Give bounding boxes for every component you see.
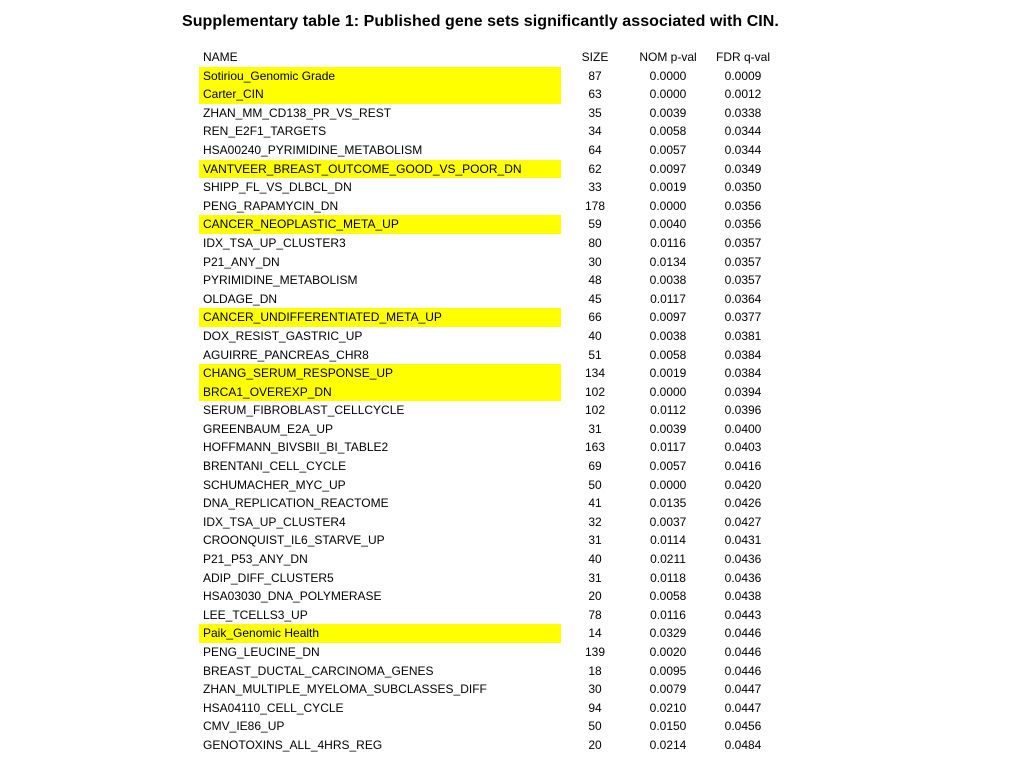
fdr-qval: 0.0446: [724, 663, 762, 678]
gene-set-name: PYRIMIDINE_METABOLISM: [203, 273, 358, 288]
gene-set-size: 63: [588, 87, 602, 102]
gene-set-name: CMV_IE86_UP: [203, 719, 285, 734]
fdr-qval: 0.0456: [724, 719, 762, 734]
gene-set-name: HSA03030_DNA_POLYMERASE: [203, 589, 382, 604]
fdr-qval: 0.0384: [724, 347, 762, 362]
table-row: [199, 699, 799, 718]
header-size: SIZE: [581, 50, 609, 64]
gene-set-size: 41: [588, 496, 602, 511]
gene-set-size: 78: [588, 607, 602, 622]
header-name: NAME: [203, 50, 238, 64]
gene-set-name: GREENBAUM_E2A_UP: [203, 421, 334, 436]
table-row: [199, 736, 799, 755]
gene-set-name: P21_P53_ANY_DN: [203, 552, 308, 567]
fdr-qval: 0.0400: [724, 421, 762, 436]
gene-set-name: LEE_TCELLS3_UP: [203, 607, 308, 622]
table-row: [199, 271, 799, 290]
gene-set-name: GENOTOXINS_ALL_4HRS_REG: [203, 737, 383, 752]
nom-pval: 0.0058: [649, 124, 687, 139]
gene-set-size: 31: [588, 533, 602, 548]
gene-set-size: 32: [588, 514, 602, 529]
table-row: [199, 215, 799, 234]
gene-set-size: 87: [588, 68, 602, 83]
nom-pval: 0.0040: [649, 217, 687, 232]
table-row: [199, 606, 799, 625]
fdr-qval: 0.0381: [724, 328, 762, 343]
gene-set-name: BRENTANI_CELL_CYCLE: [203, 459, 347, 474]
gene-set-size: 62: [588, 161, 602, 176]
table-row: [199, 531, 799, 550]
table-row: [199, 717, 799, 736]
fdr-qval: 0.0426: [724, 496, 762, 511]
gene-set-size: 66: [588, 310, 602, 325]
fdr-qval: 0.0484: [724, 737, 762, 752]
nom-pval: 0.0057: [649, 142, 687, 157]
nom-pval: 0.0134: [649, 254, 687, 269]
gene-set-name: Paik_Genomic Health: [199, 624, 561, 643]
gene-set-name: OLDAGE_DN: [203, 291, 278, 306]
nom-pval: 0.0150: [649, 719, 687, 734]
fdr-qval: 0.0009: [724, 68, 762, 83]
gene-set-name: ZHAN_MM_CD138_PR_VS_REST: [203, 105, 392, 120]
header-fdr-qval: FDR q-val: [715, 50, 770, 64]
gene-set-name: Sotiriou_Genomic Grade: [199, 67, 561, 86]
table-body: [199, 67, 799, 755]
table-row: [199, 308, 799, 327]
table-row: [199, 587, 799, 606]
nom-pval: 0.0114: [650, 533, 686, 548]
nom-pval: 0.0118: [650, 570, 686, 585]
fdr-qval: 0.0446: [724, 626, 762, 641]
fdr-qval: 0.0384: [724, 366, 762, 381]
nom-pval: 0.0135: [649, 496, 687, 511]
gene-set-size: 40: [588, 328, 602, 343]
table-row: [199, 550, 799, 569]
table-row: [199, 197, 799, 216]
nom-pval: 0.0019: [649, 366, 687, 381]
fdr-qval: 0.0446: [724, 645, 762, 659]
nom-pval: 0.0038: [649, 328, 687, 343]
gene-set-name: HSA00240_PYRIMIDINE_METABOLISM: [203, 142, 423, 157]
nom-pval: 0.0020: [649, 645, 687, 659]
header-nom-pval: NOM p-val: [639, 50, 697, 64]
gene-set-size: 178: [584, 198, 606, 213]
nom-pval: 0.0000: [649, 477, 687, 492]
table-row: [199, 457, 799, 476]
table-row: [199, 420, 799, 439]
table-row: [199, 680, 799, 699]
nom-pval: 0.0058: [649, 589, 687, 604]
nom-pval: 0.0058: [649, 347, 687, 362]
fdr-qval: 0.0356: [724, 217, 762, 232]
nom-pval: 0.0116: [650, 235, 686, 250]
gene-set-size: 30: [588, 682, 602, 697]
table-row: [199, 624, 799, 643]
table-row: [199, 383, 799, 402]
nom-pval: 0.0214: [649, 737, 687, 752]
nom-pval: 0.0117: [650, 440, 686, 455]
nom-pval: 0.0117: [650, 291, 686, 306]
fdr-qval: 0.0344: [724, 124, 762, 139]
table-row: [199, 253, 799, 272]
nom-pval: 0.0116: [650, 607, 686, 622]
gene-set-name: CANCER_UNDIFFERENTIATED_META_UP: [199, 308, 561, 327]
table-row: [199, 160, 799, 179]
fdr-qval: 0.0394: [724, 384, 762, 399]
gene-set-size: 134: [584, 366, 606, 381]
gene-set-size: 20: [588, 737, 602, 752]
gene-set-name: AGUIRRE_PANCREAS_CHR8: [203, 347, 369, 362]
fdr-qval: 0.0349: [724, 161, 762, 176]
nom-pval: 0.0095: [649, 663, 687, 678]
gene-set-size: 18: [588, 663, 602, 678]
table-row: [199, 234, 799, 253]
fdr-qval: 0.0012: [724, 87, 762, 102]
nom-pval: 0.0039: [649, 105, 687, 120]
table-header-row: [199, 48, 799, 67]
gene-set-name: P21_ANY_DN: [203, 254, 280, 269]
fdr-qval: 0.0436: [724, 552, 762, 567]
fdr-qval: 0.0396: [724, 403, 762, 418]
gene-set-size: 50: [588, 719, 602, 734]
gene-set-size: 33: [588, 180, 602, 195]
table-row: [199, 494, 799, 513]
table-row: [199, 67, 799, 86]
gene-set-name: BRCA1_OVEREXP_DN: [199, 383, 561, 402]
gene-set-name: HOFFMANN_BIVSBII_BI_TABLE2: [203, 440, 389, 455]
gene-set-size: 31: [588, 421, 602, 436]
fdr-qval: 0.0350: [724, 180, 762, 195]
table-row: [199, 85, 799, 104]
gene-set-size: 80: [588, 235, 602, 250]
nom-pval: 0.0019: [649, 180, 687, 195]
table-row: [199, 643, 799, 662]
gene-set-size: 35: [588, 105, 602, 120]
table-row: [199, 346, 799, 365]
fdr-qval: 0.0356: [724, 198, 762, 213]
gene-set-name: SERUM_FIBROBLAST_CELLCYCLE: [203, 403, 405, 418]
gene-set-size: 139: [584, 645, 606, 659]
gene-set-size: 50: [588, 477, 602, 492]
fdr-qval: 0.0364: [724, 291, 762, 306]
fdr-qval: 0.0447: [724, 700, 762, 715]
nom-pval: 0.0097: [649, 161, 687, 176]
gene-set-name: IDX_TSA_UP_CLUSTER3: [203, 235, 346, 250]
gene-set-size: 102: [584, 384, 606, 399]
gene-set-size: 59: [588, 217, 602, 232]
table-title: Supplementary table 1: Published gene sets significantly associated with CIN.: [182, 13, 779, 30]
table-row: [199, 290, 799, 309]
table-row: [199, 104, 799, 123]
table-row: [199, 141, 799, 160]
gene-set-size: 51: [588, 347, 602, 362]
gene-set-name: DNA_REPLICATION_REACTOME: [203, 496, 389, 511]
table-row: [199, 364, 799, 383]
gene-set-name: ZHAN_MULTIPLE_MYELOMA_SUBCLASSES_DIFF: [203, 682, 487, 697]
nom-pval: 0.0000: [649, 87, 687, 102]
fdr-qval: 0.0338: [724, 105, 762, 120]
gene-set-size: 20: [588, 589, 602, 604]
fdr-qval: 0.0357: [724, 254, 762, 269]
table-row: [199, 569, 799, 588]
nom-pval: 0.0211: [650, 552, 686, 567]
gene-set-size: 31: [588, 570, 602, 585]
gene-set-size: 64: [588, 142, 602, 157]
fdr-qval: 0.0377: [724, 310, 762, 325]
table-row: [199, 513, 799, 532]
gene-set-name: SCHUMACHER_MYC_UP: [203, 477, 346, 492]
gene-set-name: REN_E2F1_TARGETS: [203, 124, 327, 139]
gene-set-table: [199, 48, 799, 755]
fdr-qval: 0.0431: [724, 533, 762, 548]
gene-set-size: 102: [584, 403, 606, 418]
gene-set-size: 45: [588, 291, 602, 306]
gene-set-name: CROONQUIST_IL6_STARVE_UP: [203, 533, 385, 548]
fdr-qval: 0.0344: [724, 142, 762, 157]
gene-set-size: 163: [584, 440, 606, 455]
table-row: [199, 327, 799, 346]
table-row: [199, 178, 799, 197]
gene-set-size: 14: [588, 626, 602, 641]
fdr-qval: 0.0438: [724, 589, 762, 604]
fdr-qval: 0.0436: [724, 570, 762, 585]
table-row: [199, 476, 799, 495]
gene-set-name: ADIP_DIFF_CLUSTER5: [203, 570, 334, 585]
nom-pval: 0.0057: [649, 459, 687, 474]
fdr-qval: 0.0357: [724, 273, 762, 288]
gene-set-name: SHIPP_FL_VS_DLBCL_DN: [203, 180, 352, 195]
fdr-qval: 0.0420: [724, 477, 762, 492]
table-row: [199, 438, 799, 457]
table-row: [199, 662, 799, 681]
fdr-qval: 0.0447: [724, 682, 762, 697]
nom-pval: 0.0097: [649, 310, 687, 325]
gene-set-name: HSA04110_CELL_CYCLE: [203, 700, 344, 715]
gene-set-name: PENG_LEUCINE_DN: [203, 645, 320, 659]
gene-set-size: 34: [588, 124, 602, 139]
fdr-qval: 0.0427: [724, 514, 762, 529]
gene-set-name: DOX_RESIST_GASTRIC_UP: [203, 328, 363, 343]
table-row: [199, 401, 799, 420]
gene-set-name: BREAST_DUCTAL_CARCINOMA_GENES: [203, 663, 434, 678]
gene-set-size: 69: [588, 459, 602, 474]
nom-pval: 0.0037: [649, 514, 687, 529]
gene-set-name: CHANG_SERUM_RESPONSE_UP: [199, 364, 561, 383]
gene-set-name: Carter_CIN: [199, 85, 561, 104]
fdr-qval: 0.0403: [724, 440, 762, 455]
gene-set-name: IDX_TSA_UP_CLUSTER4: [203, 514, 346, 529]
gene-set-size: 48: [588, 273, 602, 288]
nom-pval: 0.0079: [649, 682, 687, 697]
nom-pval: 0.0000: [649, 68, 687, 83]
gene-set-name: PENG_RAPAMYCIN_DN: [203, 198, 339, 213]
nom-pval: 0.0329: [649, 626, 687, 641]
gene-set-name: CANCER_NEOPLASTIC_META_UP: [199, 215, 561, 234]
nom-pval: 0.0210: [649, 700, 687, 715]
nom-pval: 0.0000: [649, 384, 687, 399]
fdr-qval: 0.0357: [724, 235, 762, 250]
gene-set-size: 30: [588, 254, 602, 269]
fdr-qval: 0.0416: [724, 459, 762, 474]
gene-set-size: 94: [588, 700, 602, 715]
fdr-qval: 0.0443: [724, 607, 762, 622]
gene-set-size: 40: [588, 552, 602, 567]
nom-pval: 0.0038: [649, 273, 687, 288]
nom-pval: 0.0112: [650, 403, 686, 418]
gene-set-name: VANTVEER_BREAST_OUTCOME_GOOD_VS_POOR_DN: [199, 160, 561, 179]
table-row: [199, 122, 799, 141]
nom-pval: 0.0000: [649, 198, 687, 213]
nom-pval: 0.0039: [649, 421, 687, 436]
